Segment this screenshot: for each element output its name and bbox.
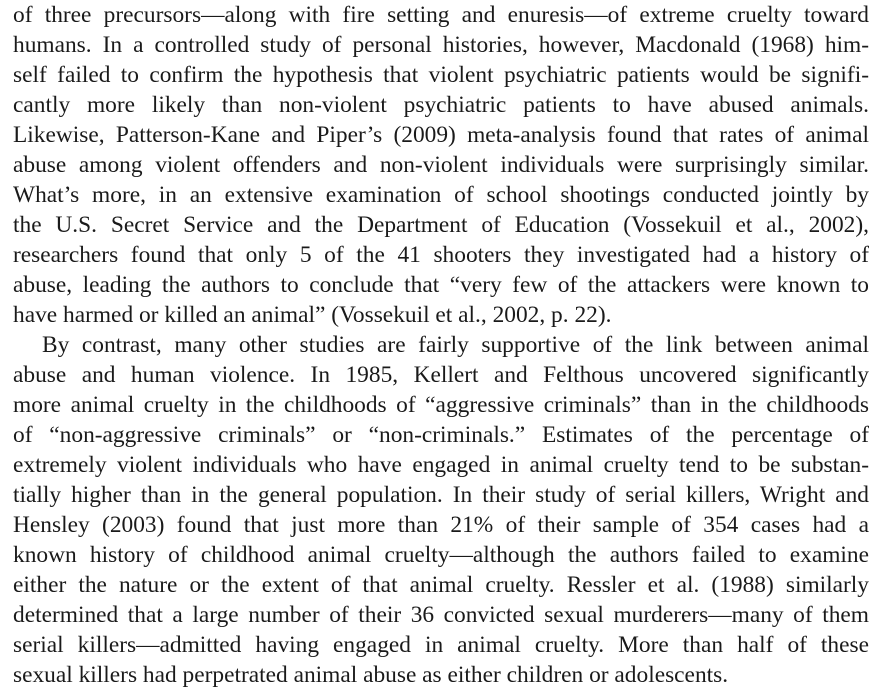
text-line: abuse among violent offenders and non-violent individuals were surprisingly similar.: [13, 152, 869, 178]
text-line: Likewise, Patterson-Kane and Piper’s (2009) meta-analysis found that rates of animal: [13, 122, 869, 148]
text-line: researchers found that only 5 of the 41 shooters they investigated had a history of: [13, 242, 869, 268]
text-line: By contrast, many other studies are fairly supportive of the link between animal: [42, 332, 869, 358]
text-line: What’s more, in an extensive examination of school shootings conducted jointly by: [13, 182, 869, 208]
text-line: tially higher than in the general population. In their study of serial killers, Wright and: [13, 482, 869, 508]
text-line: have harmed or killed an animal” (Vossekuil et al., 2002, p. 22).: [13, 302, 612, 328]
text-line: cantly more likely than non-violent psychiatric patients to have abused animals.: [13, 92, 869, 118]
paragraph-2: [13, 330, 869, 690]
text-line: serial killers—admitted having engaged in animal cruelty. More than half of these: [13, 632, 869, 658]
text-line: self failed to confirm the hypothesis that violent psychiatric patients would be signifi-: [13, 62, 869, 88]
text-line: of three precursors—along with fire setting and enuresis—of extreme cruelty toward: [13, 2, 869, 28]
text-line: either the nature or the extent of that animal cruelty. Ressler et al. (1988) similarly: [13, 572, 869, 598]
text-line: the U.S. Secret Service and the Department of Education (Vossekuil et al., 2002),: [13, 212, 869, 238]
text-line: abuse, leading the authors to conclude that “very few of the attackers were known to: [13, 272, 869, 298]
text-line: more animal cruelty in the childhoods of “aggressive criminals” than in the childhoods: [13, 392, 869, 418]
text-line: sexual killers had perpetrated animal abuse as either children or adolescents.: [13, 662, 729, 688]
text-line: determined that a large number of their 36 convicted sexual murderers—many of them: [13, 602, 869, 628]
paragraph-1: [13, 0, 869, 330]
text-line: Hensley (2003) found that just more than 21% of their sample of 354 cases had a: [13, 512, 869, 538]
text-line: humans. In a controlled study of personal histories, however, Macdonald (1968) him-: [13, 32, 869, 58]
text-line: extremely violent individuals who have engaged in animal cruelty tend to be substan-: [13, 452, 869, 478]
text-line: known history of childhood animal cruelty—although the authors failed to examine: [13, 542, 869, 568]
text-line: of “non-aggressive criminals” or “non-criminals.” Estimates of the percentage of: [13, 422, 869, 448]
text-line: abuse and human violence. In 1985, Kellert and Felthous uncovered significantly: [13, 362, 869, 388]
